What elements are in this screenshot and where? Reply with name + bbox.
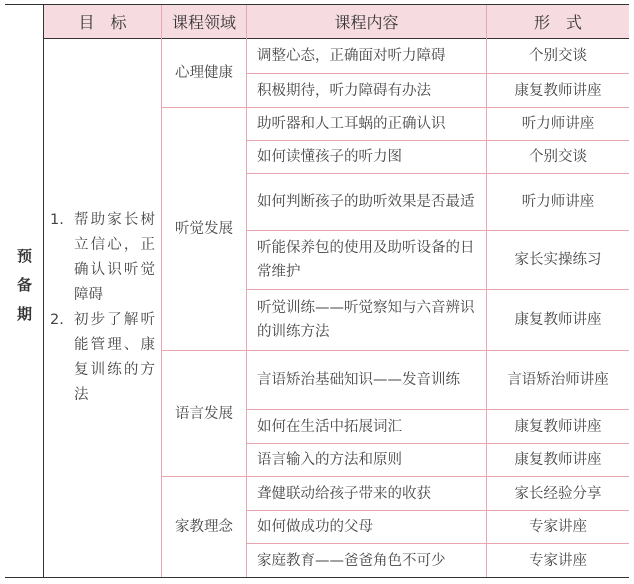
row-form: 康复教师讲座 <box>514 452 602 468</box>
domain-language: 语言发展 <box>175 405 233 422</box>
stage-label <box>5 5 44 577</box>
domain-hearing: 听觉发展 <box>175 221 233 237</box>
row-divider <box>247 543 629 544</box>
row-content: 如何在生活中拓展词汇 <box>257 418 402 435</box>
row-form: 家长实操练习 <box>514 252 602 268</box>
table-top-border <box>5 4 629 5</box>
goals-cell <box>44 39 161 577</box>
row-divider <box>162 107 629 108</box>
domain-psychology: 心理健康 <box>175 65 233 81</box>
row-content: 言语矫治基础知识——发音训练 <box>257 372 460 388</box>
row-divider <box>247 443 629 444</box>
header-goal: 目 标 <box>44 5 161 38</box>
column-divider <box>161 5 162 577</box>
row-content: 听能保养包的使用及助听设备的日常维护 <box>257 240 475 280</box>
row-form: 言语矫治师讲座 <box>507 372 609 388</box>
row-divider <box>247 409 629 410</box>
row-content: 助听器和人工耳蜗的正确认识 <box>257 116 446 132</box>
row-form: 听力师讲座 <box>521 194 595 210</box>
row-content: 如何判断孩子的助听效果是否最适 <box>257 194 475 210</box>
row-form: 听力师讲座 <box>521 116 595 132</box>
goal-item <box>50 308 155 408</box>
goals-list <box>44 208 161 408</box>
row-form: 康复教师讲座 <box>514 82 602 99</box>
domain-family-education: 家教理念 <box>175 519 233 535</box>
row-form: 家长经验分享 <box>514 485 602 502</box>
column-divider <box>246 5 247 577</box>
row-content: 调整心态，正确面对听力障碍 <box>257 48 446 64</box>
row-content: 语言输入的方法和原则 <box>257 452 402 468</box>
row-divider <box>247 173 629 174</box>
table-bottom-border <box>5 577 629 578</box>
row-form: 个别交谈 <box>529 149 587 165</box>
header-domain: 课程领域 <box>162 5 246 38</box>
row-divider <box>162 476 629 477</box>
row-form: 专家讲座 <box>529 519 587 535</box>
row-divider <box>247 140 629 141</box>
row-form: 专家讲座 <box>529 552 587 569</box>
row-divider <box>247 73 629 74</box>
goal-text: 帮助家长树立信心，正确认识听觉障碍 <box>74 212 155 303</box>
header-content: 课程内容 <box>247 5 486 38</box>
header-bottom-border <box>44 38 629 39</box>
row-form: 康复教师讲座 <box>514 418 602 435</box>
row-content: 家庭教育——爸爸角色不可少 <box>257 552 446 569</box>
goal-text: 初步了解听能管理、康复训练的方法 <box>74 312 155 403</box>
row-divider <box>162 350 629 351</box>
header-form: 形 式 <box>487 5 629 38</box>
stage-text: 预备期 <box>15 247 33 335</box>
row-content: 如何做成功的父母 <box>257 519 373 535</box>
column-divider <box>43 5 44 577</box>
row-divider <box>247 230 629 231</box>
row-content: 积极期待，听力障碍有办法 <box>257 82 431 99</box>
goal-item <box>50 208 155 308</box>
row-divider <box>247 510 629 511</box>
column-divider <box>486 5 487 577</box>
row-content: 聋健联动给孩子带来的收获 <box>257 485 431 502</box>
row-divider <box>247 289 629 290</box>
goal-number: 1. <box>50 212 64 228</box>
row-form: 个别交谈 <box>529 48 587 64</box>
goal-number: 2. <box>50 312 64 328</box>
row-content: 如何读懂孩子的听力图 <box>257 149 402 165</box>
row-form: 康复教师讲座 <box>514 312 602 328</box>
row-content: 听觉训练——听觉察知与六音辨识的训练方法 <box>257 300 475 340</box>
